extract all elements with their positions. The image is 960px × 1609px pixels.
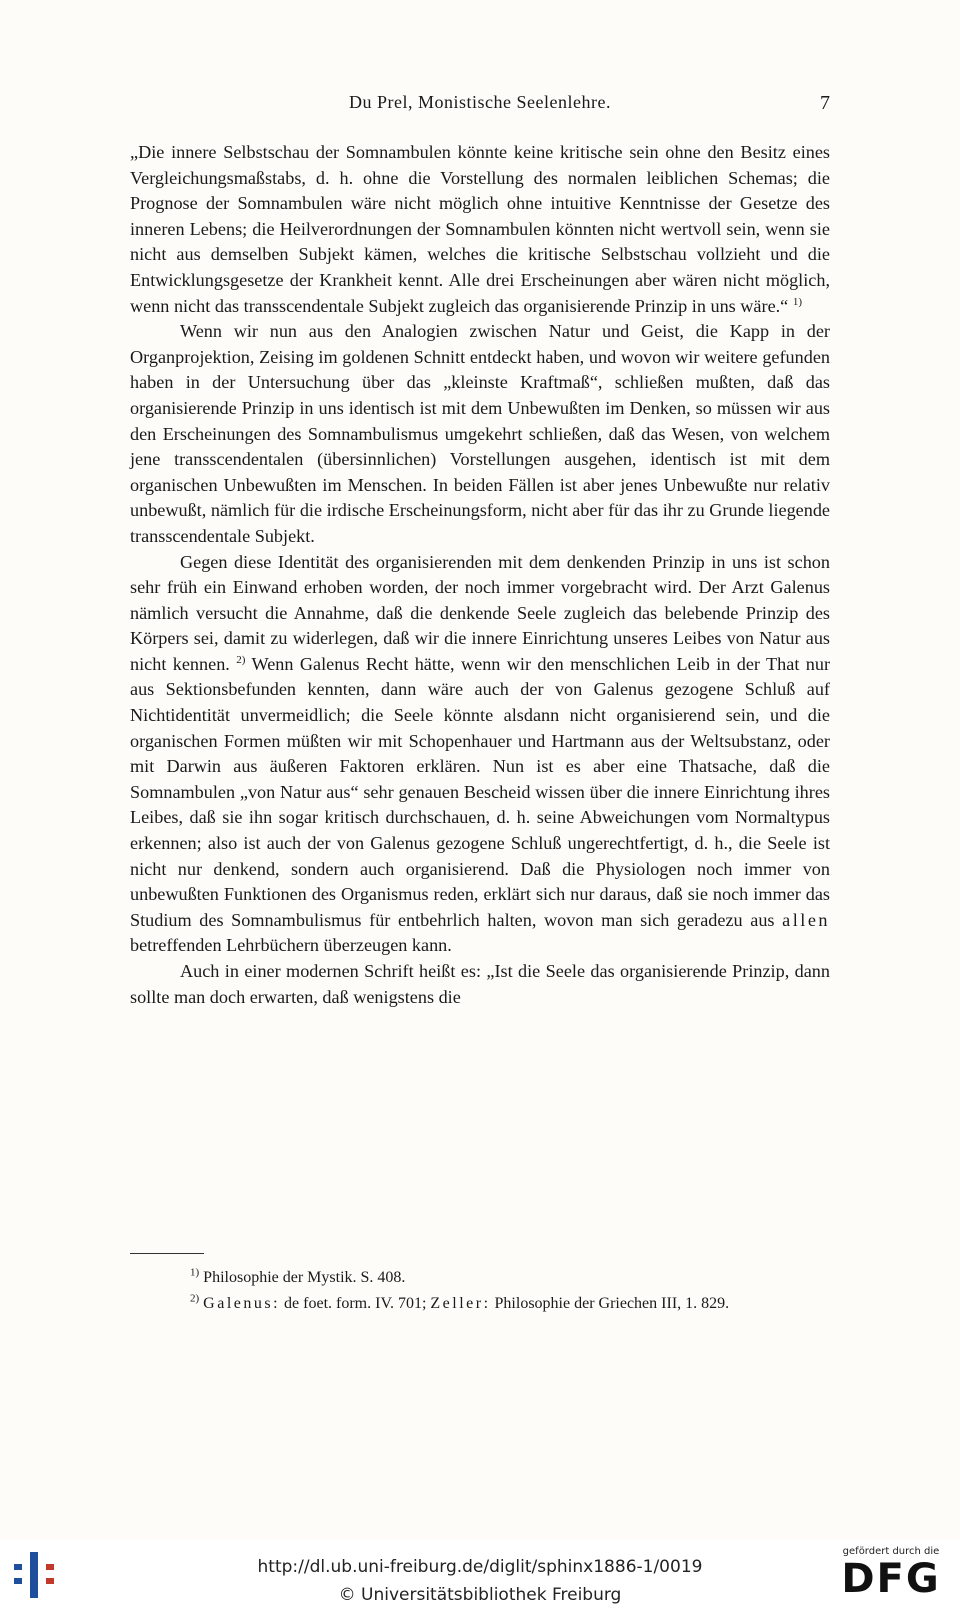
running-header xyxy=(130,92,830,124)
running-title: Du Prel, Monistische Seelenlehre. xyxy=(349,92,611,112)
footnote-ref-2: 2) xyxy=(236,653,246,666)
paragraph-quote: „Die innere Selbstschau der Somnambulen könnte keine kritische sein ohne den Besitz eines Vergleichungsmaßstabs, d. h. ohne die Vorstellung des normalen leiblichen Schemas; die Prognose der Somnambulen wäre nicht möglich ohne intuitive Kenntnisse der Gesetze des inneren Lebens; die Heilverordnungen der Somnambulen könnten nicht wertvoll sein, wenn sie nicht aus demselben Subjekt kämen, welches die kritische Selbstschau vollzieht und die Entwicklungsgesetze der Krankheit kennt. Alle drei Erscheinungen aber wären nicht möglich, wenn nicht das transscendentale Subjekt zugleich das organisierende Prinzip in uns wäre.“ $^{1)}$ xyxy=(130,142,830,316)
paragraph-analogies: Wenn wir nun aus den Analogien zwischen Natur und Geist, die Kapp in der Organprojektion, Zeising im goldenen Schnitt entdeckt haben, und wovon wir weitere gefunden haben in der Untersuchung über das „kleinste Kraftmaß“, schließen mußten, daß das organisierende Prinzip in uns identisch ist mit dem Unbewußten im Denken, so müssen wir aus den Erscheinungen des Somnambulismus umgekehrt schließen, daß das Wesen, von welchem jene transscendentalen (übersinnlichen) Vorstellungen ausgehen, identisch ist mit dem organischen Unbewußten im Menschen. In beiden Fällen ist aber jenes Unbewußte nur relativ unbewußt, nämlich für die irdische Erscheinungsform, nicht aber für das ihr zu Grunde liegende transscendentale Subjekt. xyxy=(130,321,830,546)
paragraph-galenus: Gegen diese Identität des organisierenden mit dem denkenden Prinzip in uns ist schon sehr früh ein Einwand erhoben worden, der noch immer vorgebracht wird. Der Arzt Galenus nämlich versucht die Annahme, daß die denkende Seele zugleich das belebende Prinzip des Körpers sei, damit zu widerlegen, daß wir die innere Einrichtung unseres Leibes von Natur aus nicht kennen. $^{2)}$ Wenn Galenus Recht hätte, wenn wir den menschlichen Leib in der That nur aus Sektionsbefunden kennten, dann wäre auch der von Galenus gezogene Schluß auf Nichtidentität unvermeidlich; die Seele könnte alsdann nicht organisierend sein, und die organischen Formen müßten wir mit Schopenhauer und Hartmann aus der Weltsubstanz, oder mit Darwin aus äußeren Faktoren erklären. Nun ist es aber eine Thatsache, daß die Somnambulen „von Natur aus“ sehr genauen Bescheid wissen über die innere Einrichtung ihres Leibes, daß sie ihn sogar kritisch durchschauen, d. h. seine Abweichungen vom Normaltypus erkennen; also ist auch der von Galenus gezogene Schluß ungerechtfertigt, d. h., die Seele ist nicht nur denkend, sondern auch organisierend. Daß die Physiologen noch immer von unbewußten Funktionen des Organismus reden, erklärt sich nur daraus, daß sie noch immer das Studium des Somnambulismus für entbehrlich halten, wovon man sich geradezu aus allen betreffenden Lehrbüchern überzeugen kann. xyxy=(130,551,831,956)
dfg-logo-icon[interactable] xyxy=(836,1546,946,1606)
dfg-logo-text: DFG xyxy=(841,1556,941,1602)
footnote-ref-1: 1) xyxy=(792,295,802,308)
footnote-2: $^{2)}$ Galenus: de foet. form. IV. 701; Zeller: Philosophie der Griechen III, 1. 829. xyxy=(190,1292,730,1312)
footnote-1: $^{1)}$ Philosophie der Mystik. S. 408. xyxy=(190,1266,406,1286)
dfg-caption: gefördert durch die xyxy=(842,1546,940,1557)
copyright-notice: © Universitätsbibliothek Freiburg xyxy=(338,1585,622,1605)
viewer-footer xyxy=(0,1540,960,1609)
footnote-rule xyxy=(130,1253,204,1254)
footnotes xyxy=(130,1265,830,1317)
permalink-url[interactable]: http://dl.ub.uni-freiburg.de/diglit/sphinx1886-1/0019 xyxy=(257,1557,703,1577)
paragraph-modern-schrift: Auch in einer modernen Schrift heißt es: „Ist die Seele das organisierende Prinzip, dann sollte man doch erwarten, daß wenigstens die xyxy=(130,961,830,1007)
page-number: 7 xyxy=(820,92,830,114)
main-text xyxy=(130,140,830,1010)
